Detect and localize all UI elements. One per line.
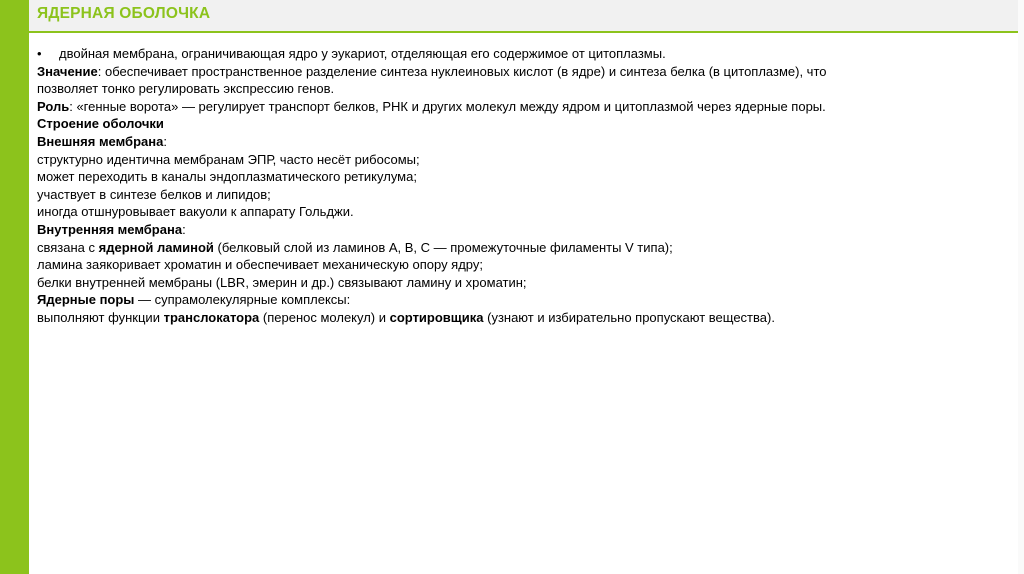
bullet-text: двойная мембрана, ограничивающая ядро у эукариот, отделяющая его содержимое от цитоплазмы.: [59, 46, 666, 61]
inner-membrane-heading: [37, 221, 1002, 239]
rol-line: [37, 98, 1002, 116]
pores-text: — супрамолекулярные комплексы:: [134, 292, 351, 308]
outer-item-2: может переходить в каналы эндоплазматического ретикулума;: [37, 169, 417, 185]
pores-line-mid: (перенос молекул) и: [259, 309, 390, 325]
inner-item-3: белки внутренней мембраны (LBR, эмерин и др.) связывают ламину и хроматин;: [37, 274, 527, 290]
left-accent-bar: [0, 0, 29, 574]
right-edge: [1018, 0, 1024, 574]
title-divider: [29, 31, 1018, 33]
outer-membrane-label: Внешняя мембрана: [37, 133, 164, 149]
pores-line-pre: выполняют функции: [37, 309, 164, 325]
inner-item-1-pre: связана с: [37, 239, 99, 255]
pores-heading: [37, 291, 1002, 309]
outer-item-1: структурно идентична мембранам ЭПР, часто несёт рибосомы;: [37, 151, 420, 167]
pores-bold-sorter: сортировщика: [389, 309, 484, 325]
inner-item-1-bold: ядерной ламиной: [98, 239, 214, 255]
inner-colon: :: [182, 221, 186, 237]
pores-bold-translocator: транслокатора: [163, 309, 260, 325]
pores-line-post: (узнают и избирательно пропускают вещества).: [483, 309, 775, 325]
structure-heading: [37, 115, 1002, 133]
outer-item-4: иногда отшнуровывает вакуоли к аппарату Гольджи.: [37, 204, 354, 220]
znachenie-label: Значение: [37, 63, 98, 79]
znachenie-line-2: позволяет тонко регулировать экспрессию генов.: [37, 81, 335, 97]
bullet-marker: •: [37, 46, 42, 61]
pores-function-line: [37, 309, 1002, 327]
structure-heading-text: Строение оболочки: [37, 116, 164, 132]
bullet-line: [37, 45, 1002, 63]
inner-item-2: ламина заякоривает хроматин и обеспечивает механическую опору ядру;: [37, 257, 484, 273]
slide-content: [37, 45, 1002, 327]
pores-label: Ядерные поры: [37, 292, 135, 308]
rol-label: Роль: [37, 98, 70, 114]
inner-item-1-post: (белковый слой из ламинов A, B, C — промежуточные филаменты V типа);: [213, 239, 673, 255]
rol-text: : «генные ворота» — регулирует транспорт белков, РНК и других молекул между ядром и цитоплазмой через ядерные поры.: [69, 98, 826, 114]
inner-membrane-label: Внутренняя мембрана: [37, 221, 183, 237]
slide-title: ЯДЕРНАЯ ОБОЛОЧКА: [37, 5, 211, 22]
znachenie-text-1: : обеспечивает пространственное разделение синтеза нуклеиновых кислот (в ядре) и синтеза белка (в цитоплазме), что: [97, 63, 827, 79]
inner-item-1: [37, 239, 1002, 257]
outer-colon: :: [163, 133, 167, 149]
znachenie-line-1: [37, 63, 1002, 81]
outer-item-3: участвует в синтезе белков и липидов;: [37, 186, 271, 202]
outer-membrane-heading: [37, 133, 1002, 151]
